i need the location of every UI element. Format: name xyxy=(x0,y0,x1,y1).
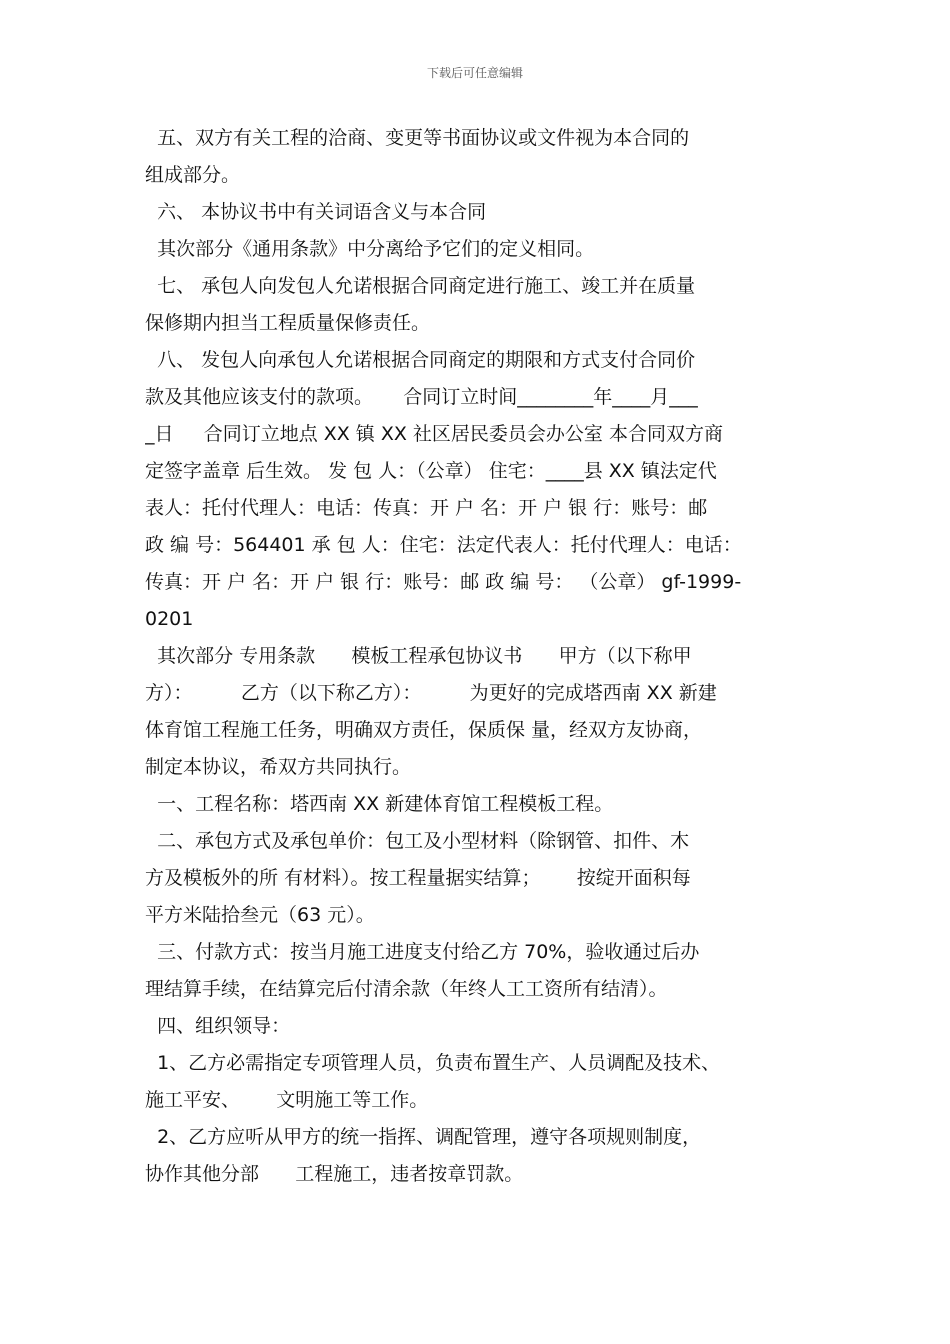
text-line: 其次部分 专用条款 模板工程承包协议书 甲方（以下称甲 xyxy=(145,645,692,667)
text-line: _日 合同订立地点 XX 镇 XX 社区居民委员会办公室 本合同双方商 xyxy=(145,423,723,445)
text-line: 一、工程名称：塔西南 XX 新建体育馆工程模板工程。 xyxy=(145,793,614,815)
text-line: 表人：托付代理人：电话：传真：开 户 名：开 户 银 行：账号：邮 xyxy=(145,497,708,519)
text-line: 协作其他分部 工程施工，违者按章罚款。 xyxy=(145,1163,524,1185)
text-line: 其次部分《通用条款》中分离给予它们的定义相同。 xyxy=(145,238,595,260)
text-line: 四、组织领导： xyxy=(145,1015,291,1037)
text-line: 二、承包方式及承包单价：包工及小型材料（除钢管、扣件、木 xyxy=(145,830,690,852)
text-line: 体育馆工程施工任务，明确双方责任，保质保 量，经双方友协商， xyxy=(145,719,703,741)
text-line: 制定本协议，希双方共同执行。 xyxy=(145,756,412,778)
text-line: 方及模板外的所 有材料）。按工程量据实结算； 按绽开面积每 xyxy=(145,867,691,889)
text-line: 七、 承包人向发包人允诺根据合同商定进行施工、竣工并在质量 xyxy=(145,275,696,297)
text-line: 五、双方有关工程的洽商、变更等书面协议或文件视为本合同的 xyxy=(145,127,690,149)
text-line: 款及其他应该支付的款项。 合同订立时间________年____月___ xyxy=(145,386,698,408)
text-line: 0201 xyxy=(145,608,194,630)
text-line: 2、乙方应听从甲方的统一指挥、调配管理，遵守各项规则制度， xyxy=(145,1126,702,1148)
text-line: 定签字盖章 后生效。 发 包 人：（公章） 住宅：____县 XX 镇法定代 xyxy=(145,460,717,482)
text-line: 政 编 号：564401 承 包 人：住宅：法定代表人：托付代理人：电话： xyxy=(145,534,742,556)
document-body xyxy=(145,120,820,1193)
text-line: 施工平安、 文明施工等工作。 xyxy=(145,1089,429,1111)
page-header: 下载后可任意编辑 xyxy=(426,66,523,80)
text-line: 1、乙方必需指定专项管理人员，负责布置生产、人员调配及技术、 xyxy=(145,1052,721,1074)
text-line: 理结算手续，在结算完后付清余款（年终人工工资所有结清）。 xyxy=(145,978,668,1000)
text-line: 平方米陆拾叁元（63 元）。 xyxy=(145,904,375,926)
text-line: 三、付款方式：按当月施工进度支付给乙方 70%，验收通过后办 xyxy=(145,941,700,963)
text-line: 八、 发包人向承包人允诺根据合同商定的期限和方式支付合同价 xyxy=(145,349,696,371)
text-line: 传真：开 户 名：开 户 银 行：账号：邮 政 编 号： （公章） gf-1999- xyxy=(145,571,742,593)
text-line: 组成部分。 xyxy=(145,164,241,186)
text-line: 方）： 乙方（以下称乙方）： 为更好的完成塔西南 XX 新建 xyxy=(145,682,717,704)
text-line: 保修期内担当工程质量保修责任。 xyxy=(145,312,431,334)
text-line: 六、 本协议书中有关词语含义与本合同 xyxy=(145,201,487,223)
